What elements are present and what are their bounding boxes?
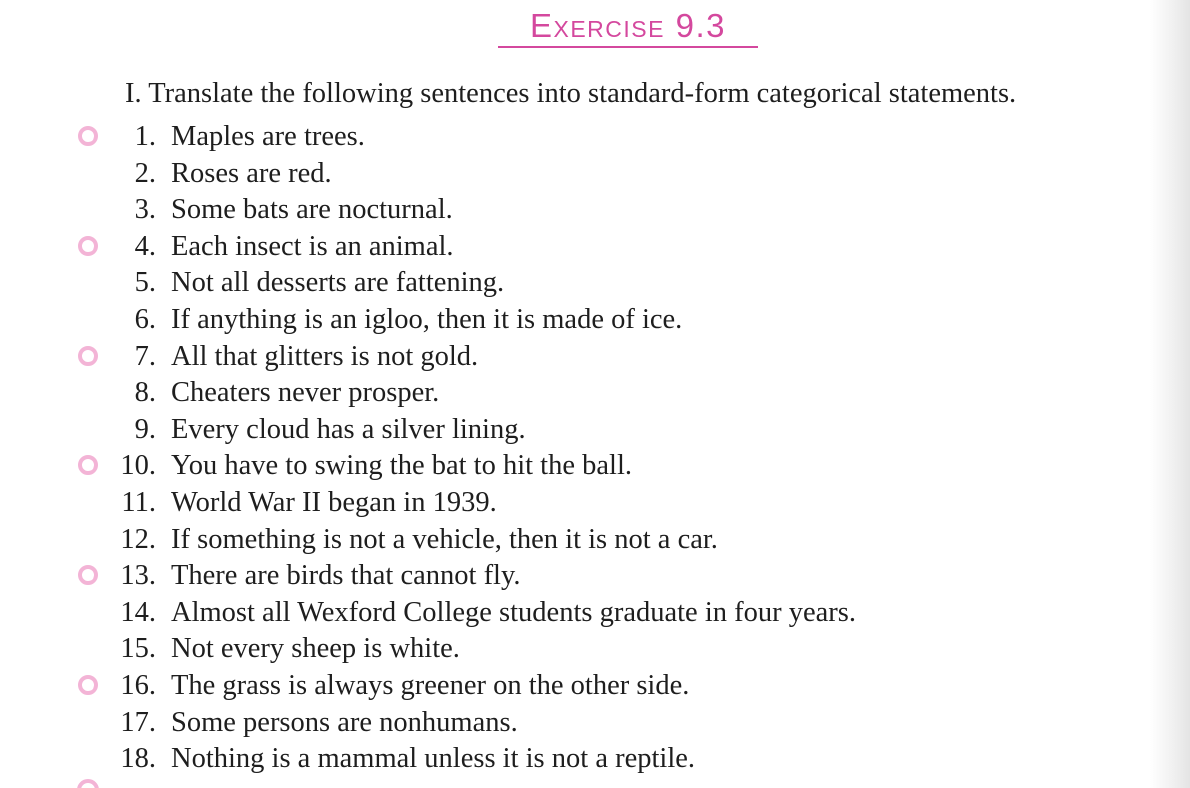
list-item: [0, 156, 1150, 193]
list-item: [0, 448, 1150, 485]
item-text: World War II began in 1939.: [171, 486, 497, 518]
page-edge-shadow: [1150, 0, 1190, 788]
item-text: The grass is always greener on the other side.: [171, 669, 690, 701]
item-text: There are birds that cannot fly.: [171, 560, 521, 592]
item-number: 1.: [134, 121, 156, 152]
instruction-text: I. Translate the following sentences into standard-form categorical statements.: [125, 78, 1017, 109]
item-text: You have to swing the bat to hit the ball.: [171, 450, 632, 482]
list-item: [0, 412, 1150, 449]
item-number: 15.: [120, 633, 156, 665]
list-item: [0, 631, 1150, 668]
item-text: Almost all Wexford College students graduate in four years.: [171, 596, 856, 628]
item-number: 4.: [134, 230, 156, 262]
item-number: 18.: [120, 743, 156, 775]
list-item: [0, 705, 1150, 742]
item-text: Each insect is an animal.: [171, 230, 454, 262]
list-item: [0, 339, 1150, 376]
item-number: 9.: [134, 413, 156, 445]
item-text: Not every sheep is white.: [171, 633, 460, 665]
list-item: [0, 302, 1150, 339]
item-text: Some bats are nocturnal.: [171, 194, 453, 226]
item-text: Nothing is a mammal unless it is not a reptile.: [171, 743, 696, 775]
item-number: 14.: [120, 596, 156, 628]
item-text: Cheaters never prosper.: [171, 377, 440, 409]
list-item: [0, 522, 1150, 559]
item-text: Every cloud has a silver lining.: [171, 413, 526, 445]
cutoff-marker-icon: [0, 772, 1190, 788]
list-item: [0, 375, 1150, 412]
item-text: If something is not a vehicle, then it is not a car.: [171, 523, 718, 555]
item-number: 3.: [134, 194, 156, 226]
item-text: Some persons are nonhumans.: [171, 706, 518, 738]
item-number: 17.: [120, 706, 156, 738]
list-item: [0, 229, 1150, 266]
list-item: [0, 485, 1150, 522]
list-item: [0, 119, 1150, 156]
item-number: 7.: [134, 340, 156, 372]
list-item: [0, 668, 1150, 705]
title-underline: [498, 46, 758, 48]
list-item: [0, 265, 1150, 302]
exercise-list: [0, 119, 1150, 778]
item-text: Roses are red.: [171, 157, 332, 189]
item-number: 13.: [120, 560, 156, 592]
item-number: 6.: [134, 303, 156, 335]
item-number: 10.: [120, 450, 156, 482]
next-item-cutoff: [0, 772, 1190, 788]
item-number: 11.: [121, 486, 156, 518]
exercise-title: Exercise 9.3: [529, 7, 727, 44]
item-text: Maples are trees.: [171, 121, 365, 152]
list-item: [0, 558, 1150, 595]
item-number: 12.: [120, 523, 156, 555]
exercise-header: [498, 4, 758, 50]
item-number: 5.: [134, 267, 156, 299]
item-number: 2.: [134, 157, 156, 189]
item-text: If anything is an igloo, then it is made of ice.: [171, 303, 683, 335]
item-number: 8.: [134, 377, 156, 409]
item-text: All that glitters is not gold.: [171, 340, 479, 372]
list-item: [0, 595, 1150, 632]
item-text: Not all desserts are fattening.: [171, 267, 505, 299]
list-item: [0, 192, 1150, 229]
item-number: 16.: [120, 669, 156, 701]
